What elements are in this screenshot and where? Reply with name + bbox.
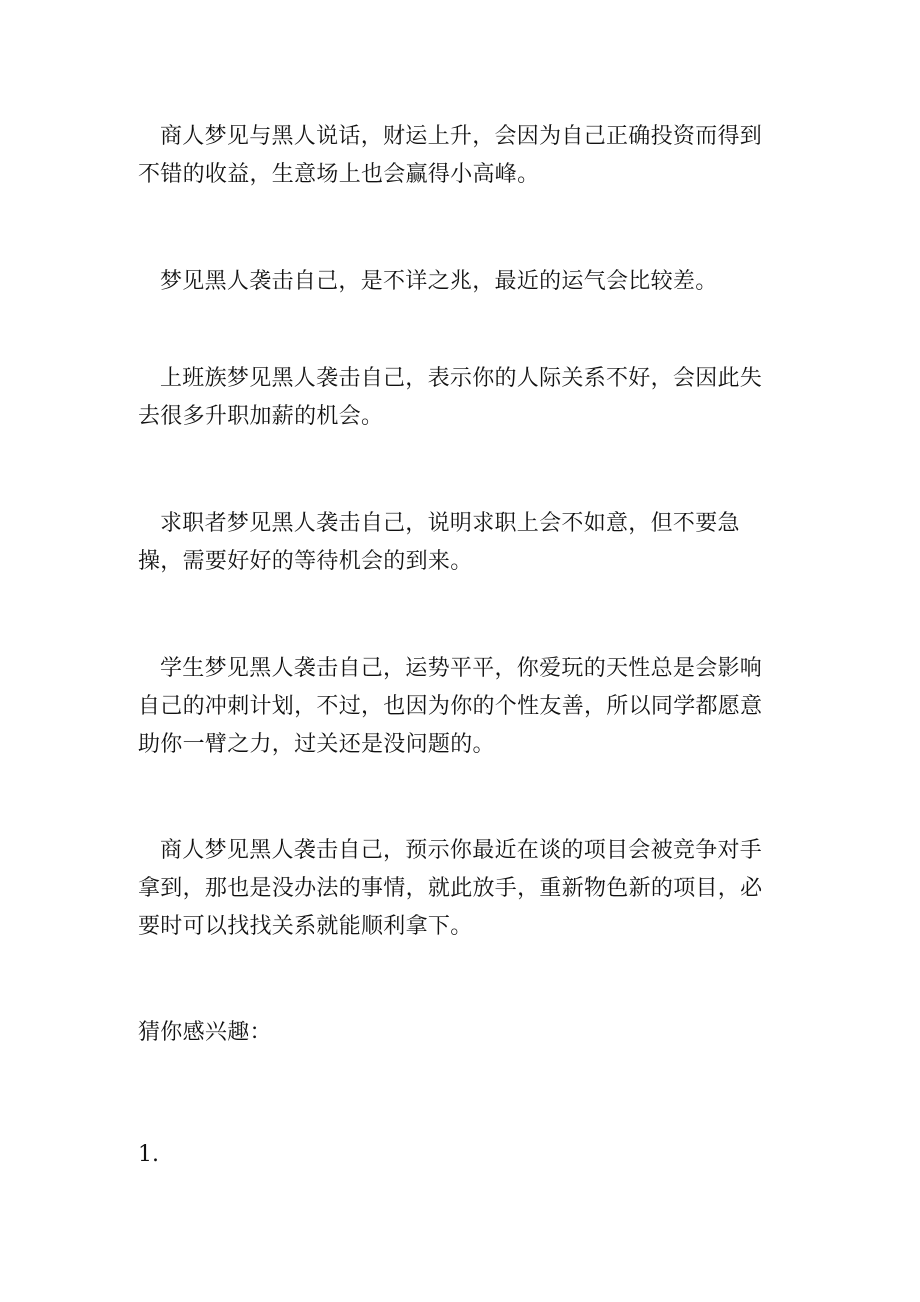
paragraph-merchant-attack: 商人梦见黑人袭击自己，预示你最近在谈的项目会被竞争对手拿到，那也是没办法的事情，就此放手，重新物色新的项目，必要时可以找找关系就能顺利拿下。 — [138, 838, 763, 939]
list-item-number: 1. — [138, 1142, 159, 1167]
paragraph-student: 学生梦见黑人袭击自己，运势平平，你爱玩的天性总是会影响自己的冲刺计划，不过，也因为你的个性友善，所以同学都愿意助你一臂之力，过关还是没问题的。 — [138, 656, 763, 757]
paragraph-attack-omen: 梦见黑人袭击自己，是不详之兆，最近的运气会比较差。 — [160, 269, 718, 294]
paragraph-office-worker: 上班族梦见黑人袭击自己，表示你的人际关系不好，会因此失去很多升职加薪的机会。 — [138, 366, 763, 429]
paragraph-merchant-talk: 商人梦见与黑人说话，财运上升，会因为自己正确投资而得到不错的收益，生意场上也会赢得小高峰。 — [138, 124, 763, 187]
related-heading: 猜你感兴趣： — [138, 1020, 272, 1045]
paragraph-job-seeker: 求职者梦见黑人袭击自己，说明求职上会不如意，但不要急操，需要好好的等待机会的到来。 — [138, 511, 740, 574]
